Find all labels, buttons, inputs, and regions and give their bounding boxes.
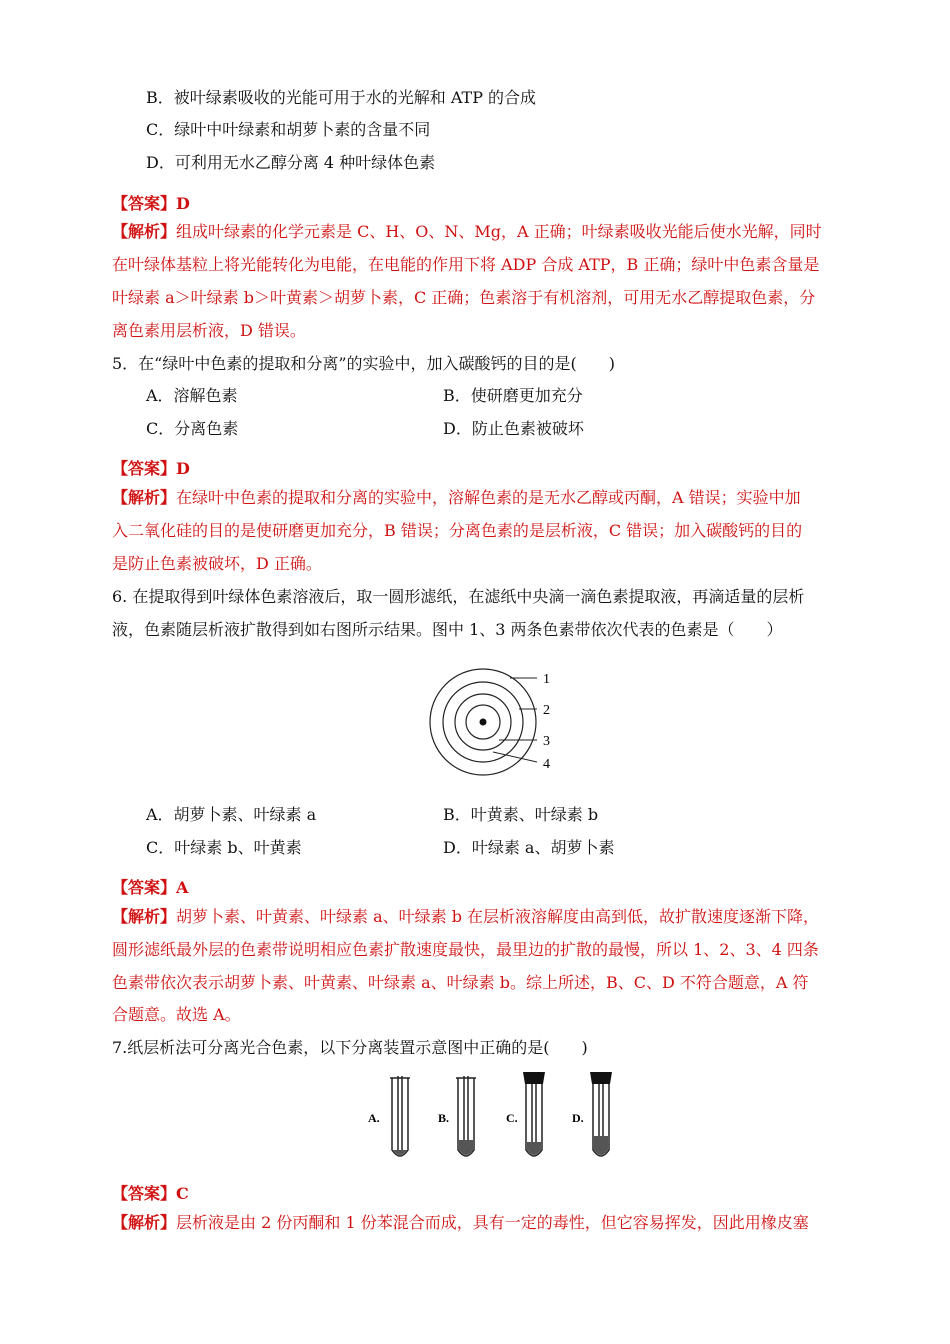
q4-option-d: D．可利用无水乙醇分离 4 种叶绿体色素 (146, 153, 436, 172)
band-label-1: 1 (543, 672, 550, 687)
q6-stem-line: 液，色素随层析液扩散得到如右图所示结果。图中 1、3 两条色素带依次代表的色素是（ ） (112, 620, 783, 639)
q5-analysis-line: 入二氧化硅的目的是使研磨更加充分，B 错误；分离色素的是层析液，C 错误；加入碳酸钙的目的 (112, 521, 803, 540)
analysis-label: 【解析】 (112, 907, 177, 926)
answer-value: A (176, 878, 189, 897)
answer-label: 【答案】 (112, 878, 177, 897)
answer-label: 【答案】 (112, 459, 177, 478)
analysis-label: 【解析】 (112, 222, 177, 241)
analysis-label: 【解析】 (112, 488, 177, 507)
q6-option-a: A．胡萝卜素、叶绿素 a (146, 805, 317, 824)
q5-answer (112, 459, 190, 479)
q6-option-c: C．叶绿素 b、叶黄素 (146, 838, 302, 857)
q4-option-c: C．绿叶中叶绿素和胡萝卜素的含量不同 (146, 120, 431, 139)
answer-value: D (176, 459, 190, 478)
q6-analysis-line: 色素带依次表示胡萝卜素、叶黄素、叶绿素 a、叶绿素 b。综上所述，B、C、D 不符合题意，A 符 (112, 973, 809, 992)
q4-analysis-line: 叶绿素 a＞叶绿素 b＞叶黄素＞胡萝卜素，C 正确；色素溶于有机溶剂，可用无水乙醇提取色素，分 (112, 288, 816, 307)
q5-option-d: D．防止色素被破坏 (443, 419, 584, 438)
tube-label-d: D. (572, 1111, 584, 1125)
q5-option-a: A．溶解色素 (146, 386, 238, 405)
q6-analysis-line: 圆形滤纸最外层的色素带说明相应色素扩散速度最快，最里边的扩散的最慢，所以 1、2、3、4 四条 (112, 940, 819, 959)
chromatography-circles-figure (425, 660, 565, 780)
q7-stem: 7.纸层析法可分离光合色素，以下分离装置示意图中正确的是( ) (112, 1038, 588, 1057)
rubber-stopper (590, 1072, 612, 1084)
q6-answer (112, 878, 188, 898)
q7-answer (112, 1184, 189, 1204)
q4-analysis-line: 离色素用层析液，D 错误。 (112, 321, 306, 340)
q4-option-b: B．被叶绿素吸收的光能可用于水的光解和 ATP 的合成 (146, 88, 537, 107)
q6-option-b: B．叶黄素、叶绿素 b (443, 805, 599, 824)
q7-analysis-line: 【解析】层析液是由 2 份丙酮和 1 份苯混合而成，具有一定的毒性，但它容易挥发，因此用橡皮塞 (112, 1213, 809, 1232)
tube-c (506, 1072, 545, 1156)
q5-option-b: B．使研磨更加充分 (443, 386, 583, 405)
q5-stem: 5．在“绿叶中色素的提取和分离”的实验中，加入碳酸钙的目的是( ) (112, 354, 616, 373)
band-label-4: 4 (543, 757, 550, 772)
q4-analysis-line: 【解析】组成叶绿素的化学元素是 C、H、O、N、Mg，A 正确；叶绿素吸收光能后使水光解，同时 (112, 222, 822, 241)
q6-analysis-line: 【解析】胡萝卜素、叶黄素、叶绿素 a、叶绿素 b 在层析液溶解度由高到低，故扩散速度逐渐下降， (112, 907, 820, 926)
tube-label-a: A. (368, 1111, 380, 1125)
q5-analysis-line: 是防止色素被破坏，D 正确。 (112, 554, 322, 573)
band-label-3: 3 (543, 734, 550, 749)
analysis-label: 【解析】 (112, 1213, 177, 1232)
tube-d (572, 1072, 612, 1156)
q5-option-c: C．分离色素 (146, 419, 239, 438)
answer-value: C (176, 1184, 189, 1203)
answer-label: 【答案】 (112, 194, 177, 213)
tube-a (368, 1076, 410, 1156)
answer-label: 【答案】 (112, 1184, 177, 1203)
q6-analysis-line: 合题意。故选 A。 (112, 1005, 241, 1024)
rubber-stopper (523, 1072, 545, 1084)
q6-stem-line: 6. 在提取得到叶绿体色素溶液后，取一圆形滤纸，在滤纸中央滴一滴色素提取液，再滴适量的层析 (112, 587, 805, 606)
tube-label-c: C. (506, 1111, 518, 1125)
center-spot (480, 719, 487, 726)
separation-tubes-figure (360, 1070, 630, 1170)
q5-analysis-line: 【解析】在绿叶中色素的提取和分离的实验中，溶解色素的是无水乙醇或丙酮，A 错误；实验中加 (112, 488, 801, 507)
tube-label-b: B. (438, 1111, 450, 1125)
answer-value: D (176, 194, 190, 213)
band-label-2: 2 (543, 703, 550, 718)
q4-answer (112, 194, 190, 214)
q6-option-d: D．叶绿素 a、胡萝卜素 (443, 838, 615, 857)
tube-b (438, 1076, 476, 1156)
q4-analysis-line: 在叶绿体基粒上将光能转化为电能，在电能的作用下将 ADP 合成 ATP，B 正确；绿叶中色素含量是 (112, 255, 820, 274)
